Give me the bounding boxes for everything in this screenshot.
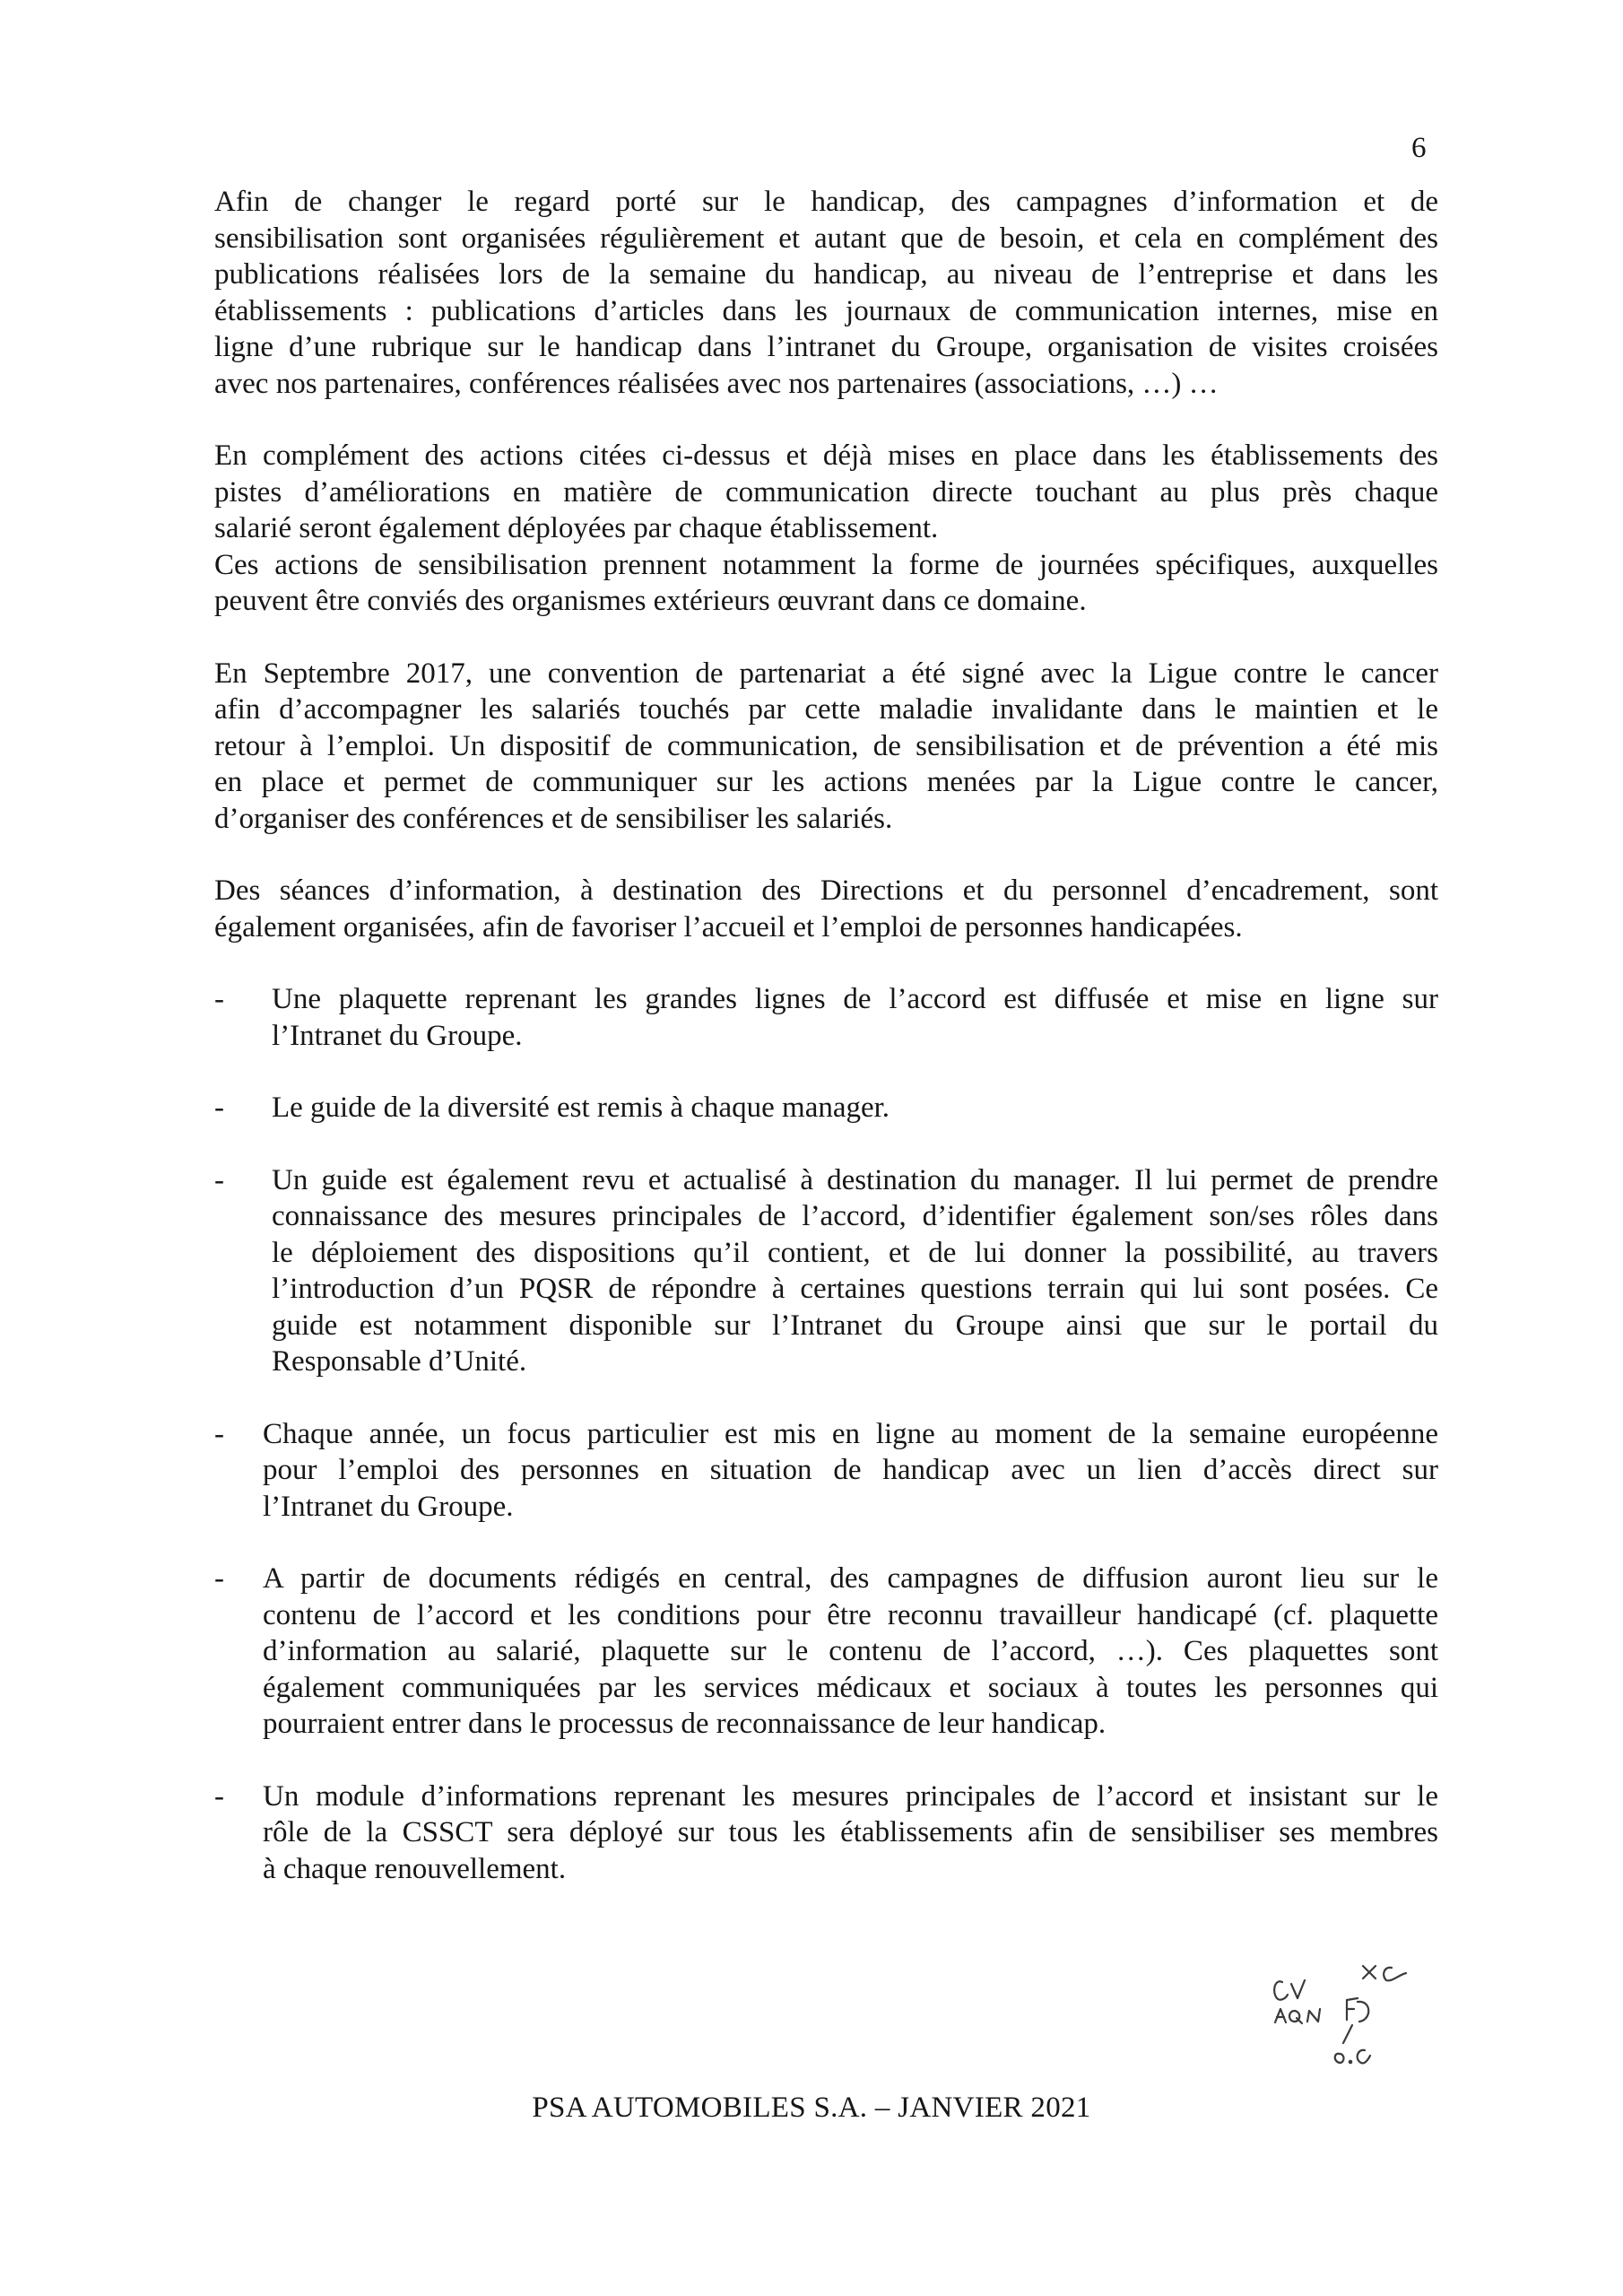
text-line: pistes d’améliorations en matière de communication directe touchant au plus près chaque <box>214 475 1438 509</box>
text-line: salarié seront également déployées par chaque établissement. <box>214 512 939 544</box>
page-number: 6 <box>1411 132 1427 164</box>
text-line: Des séances d’information, à destination des Directions et du personnel d’encadrement, sont <box>214 874 1438 907</box>
text-line: contenu de l’accord et les conditions pour être reconnu travailleur handicapé (cf. plaquette <box>263 1598 1438 1631</box>
text-line: pour l’emploi des personnes en situation de handicap avec un lien d’accès direct sur <box>263 1454 1438 1486</box>
paragraph-information-sessions <box>214 873 1438 945</box>
list-item <box>214 1561 1438 1743</box>
text-line: Ces actions de sensibilisation prennent notamment la forme de journées spécifiques, auxquelles <box>214 548 1438 581</box>
text-line: ligne d’une rubrique sur le handicap dans l’intranet du Groupe, organisation de visites croisées <box>214 331 1438 363</box>
text-line: Une plaquette reprenant les grandes lignes de l’accord est diffusée et mise en ligne sur <box>272 983 1438 1015</box>
handwritten-initials <box>1264 1946 1444 2081</box>
bullet-dash: - <box>214 1779 224 1813</box>
list-item <box>214 1162 1438 1380</box>
text-line: publications réalisées lors de la semaine du handicap, au niveau de l’entreprise et dans les <box>214 258 1438 291</box>
text-line: avec nos partenaires, conférences réalisées avec nos partenaires (associations, …) … <box>214 367 1219 400</box>
text-line: Responsable d’Unité. <box>272 1345 527 1378</box>
text-line: l’introduction d’un PQSR de répondre à certaines questions terrain qui lui sont posées. Ce <box>272 1273 1438 1305</box>
paragraph-specific-days <box>214 547 1438 620</box>
text-line: d’information au salarié, plaquette sur le contenu de l’accord, …). Ces plaquettes sont <box>263 1635 1438 1667</box>
bullet-dash: - <box>214 1417 224 1450</box>
text-line: A partir de documents rédigés en central, des campagnes de diffusion auront lieu sur le <box>263 1562 1438 1595</box>
text-line: peuvent être conviés des organismes extérieurs œuvrant dans ce domaine. <box>214 585 1087 617</box>
text-line: le déploiement des dispositions qu’il contient, et de lui donner la possibilité, au travers <box>272 1236 1438 1269</box>
text-line: d’organiser des conférences et de sensibiliser les salariés. <box>214 802 893 835</box>
paragraph-ligue-cancer <box>214 656 1438 838</box>
text-line: En Septembre 2017, une convention de partenariat a été signé avec la Ligue contre le cancer <box>214 657 1438 690</box>
list-item <box>214 1779 1438 1888</box>
text-line: guide est notamment disponible sur l’Intranet du Groupe ainsi que sur le portail du <box>272 1309 1438 1342</box>
text-line: également organisées, afin de favoriser l’accueil et l’emploi de personnes handicapées. <box>214 910 1243 944</box>
text-line: Un guide est également revu et actualisé à destination du manager. Il lui permet de prendre <box>272 1163 1438 1196</box>
text-line: afin d’accompagner les salariés touchés par cette maladie invalidante dans le maintien et le <box>214 693 1438 726</box>
text-line: retour à l’emploi. Un dispositif de communication, de sensibilisation et de prévention a été mis <box>214 729 1438 762</box>
paragraph-improvements <box>214 438 1438 547</box>
text-line: Le guide de la diversité est remis à chaque manager. <box>272 1091 890 1124</box>
list-item <box>214 1090 1438 1126</box>
text-line: en place et permet de communiquer sur les actions menées par la Ligue contre le cancer, <box>214 766 1438 798</box>
paragraph-awareness-campaigns <box>214 184 1438 402</box>
text-line: En complément des actions citées ci-dessus et déjà mises en place dans les établissements des <box>214 439 1438 472</box>
bullet-dash: - <box>214 1091 224 1124</box>
text-line: Chaque année, un focus particulier est mis en ligne au moment de la semaine européenne <box>263 1417 1438 1450</box>
text-line: établissements : publications d’articles dans les journaux de communication internes, mise en <box>214 294 1438 327</box>
text-line: Un module d’informations reprenant les mesures principales de l’accord et insistant sur le <box>263 1779 1438 1813</box>
bullet-dash: - <box>214 1562 224 1595</box>
text-line: sensibilisation sont organisées régulièrement et autant que de besoin, et cela en complément des <box>214 222 1438 255</box>
text-line: Afin de changer le regard porté sur le handicap, des campagnes d’information et de <box>214 186 1438 218</box>
bullet-dash: - <box>214 1163 224 1196</box>
bullet-dash: - <box>214 983 224 1015</box>
text-line: pourraient entrer dans le processus de reconnaissance de leur handicap. <box>263 1708 1107 1740</box>
list-item <box>214 1416 1438 1526</box>
text-line: l’Intranet du Groupe. <box>263 1490 514 1523</box>
text-line: également communiquées par les services médicaux et sociaux à toutes les personnes qui <box>263 1671 1438 1704</box>
text-line: à chaque renouvellement. <box>263 1852 567 1885</box>
text-line: connaissance des mesures principales de l’accord, d’identifier également son/ses rôles dans <box>272 1200 1438 1232</box>
page-footer: PSA AUTOMOBILES S.A. – JANVIER 2021 <box>532 2092 1091 2124</box>
document-body <box>214 184 1438 1923</box>
list-item <box>214 981 1438 1054</box>
bullet-list <box>214 981 1438 1887</box>
text-line: l’Intranet du Groupe. <box>272 1019 523 1052</box>
text-line: rôle de la CSSCT sera déployé sur tous les établissements afin de sensibiliser ses membres <box>263 1816 1438 1848</box>
